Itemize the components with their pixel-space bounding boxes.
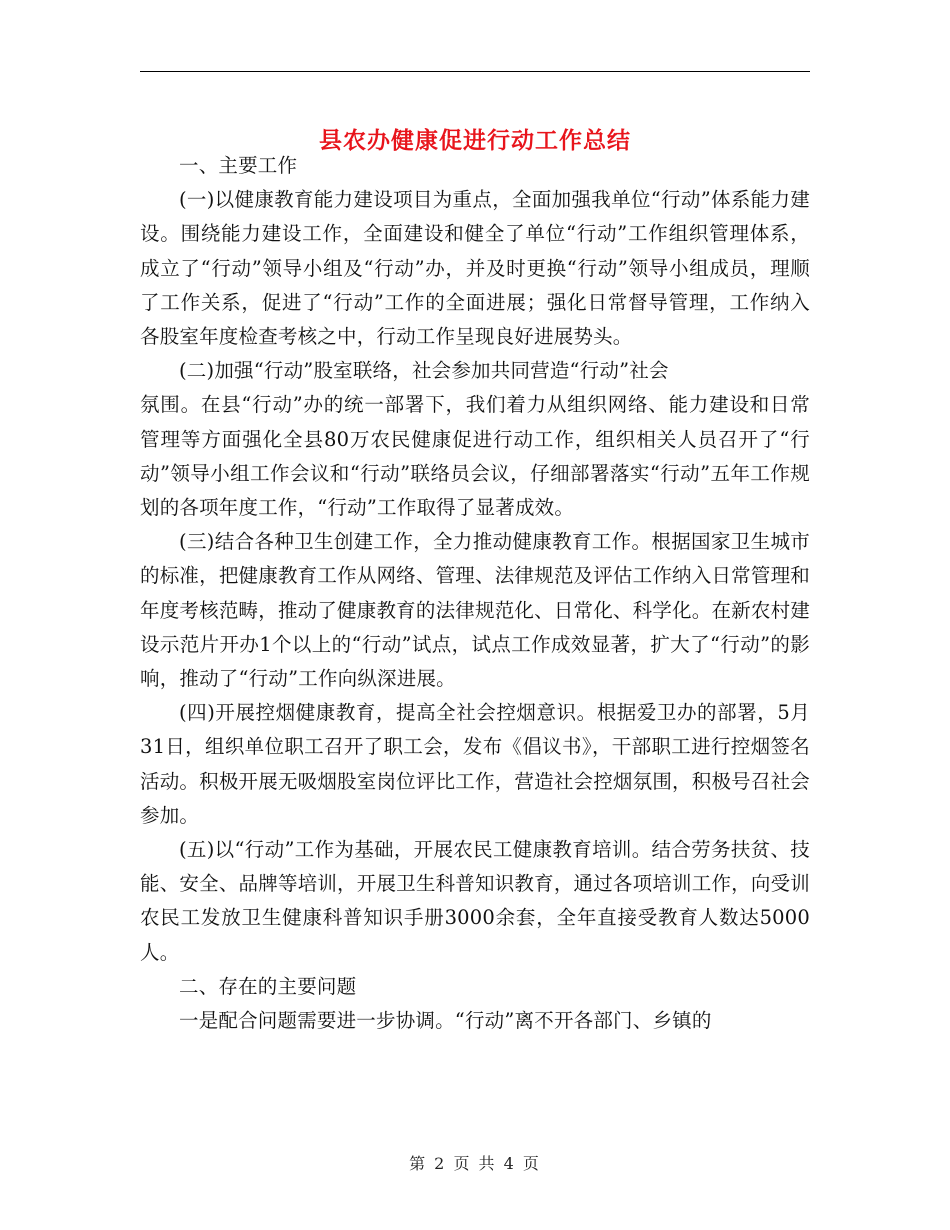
paragraph: (二)加强“行动”股室联络，社会参加共同营造“行动”社会 (179, 359, 669, 383)
paragraph: (三)结合各种卫生创建工作，全力推动健康教育工作。根据国家卫生城市的标准，把健康教育工作从网络、管理、法律规范及评估工作纳入日常管理和年度考核范畴，推动了健康教育的法律规范化、日常化、科学化。在新农村建设示范片开办1个以上的“行动”试点，试点工作成效显著，扩大了“行动”的影响，推动了“行动”工作向纵深进展。 (140, 530, 810, 691)
paragraph: 氛围。在县“行动”办的统一部署下，我们着力从组织网络、能力建设和日常管理等方面强化全县80万农民健康促进行动工作，组织相关人员召开了“行动”领导小组工作会议和“行动”联络员会议，仔细部署落实“行动”五年工作规划的各项年度工作，“行动”工作取得了显著成效。 (140, 393, 810, 520)
paragraph: (一)以健康教育能力建设项目为重点，全面加强我单位“行动”体系能力建设。围绕能力建设工作，全面建设和健全了单位“行动”工作组织管理体系，成立了“行动”领导小组及“行动”办，并及时更换“行动”领导小组成员，理顺了工作关系，促进了“行动”工作的全面进展；强化日常督导管理，工作纳入各股室年度检查考核之中，行动工作呈现良好进展势头。 (140, 188, 810, 349)
section-heading: 一、主要工作 (179, 154, 298, 177)
header-rule (140, 71, 810, 72)
paragraph: (五)以“行动”工作为基础，开展农民工健康教育培训。结合劳务扶贫、技能、安全、品牌等培训，开展卫生科普知识教育，通过各项培训工作，向受训农民工发放卫生健康科普知识手册3000余套，全年直接受教育人数达5000人。 (140, 838, 810, 964)
page-footer: 第 2 页 共 4 页 (409, 1154, 541, 1173)
paragraph: 一是配合问题需要进一步协调。“行动”离不开各部门、乡镇的 (179, 1009, 712, 1033)
section-heading: 二、存在的主要问题 (179, 974, 357, 998)
paragraph: (四)开展控烟健康教育，提高全社会控烟意识。根据爱卫办的部署，5月31日，组织单位职工召开了职工会，发布《倡议书》，干部职工进行控烟签名活动。积极开展无吸烟股室岗位评比工作，营造社会控烟氛围，积极号召社会参加。 (140, 701, 810, 827)
document-title: 县农办健康促进行动工作总结 (319, 127, 631, 155)
document-body (140, 149, 810, 1038)
